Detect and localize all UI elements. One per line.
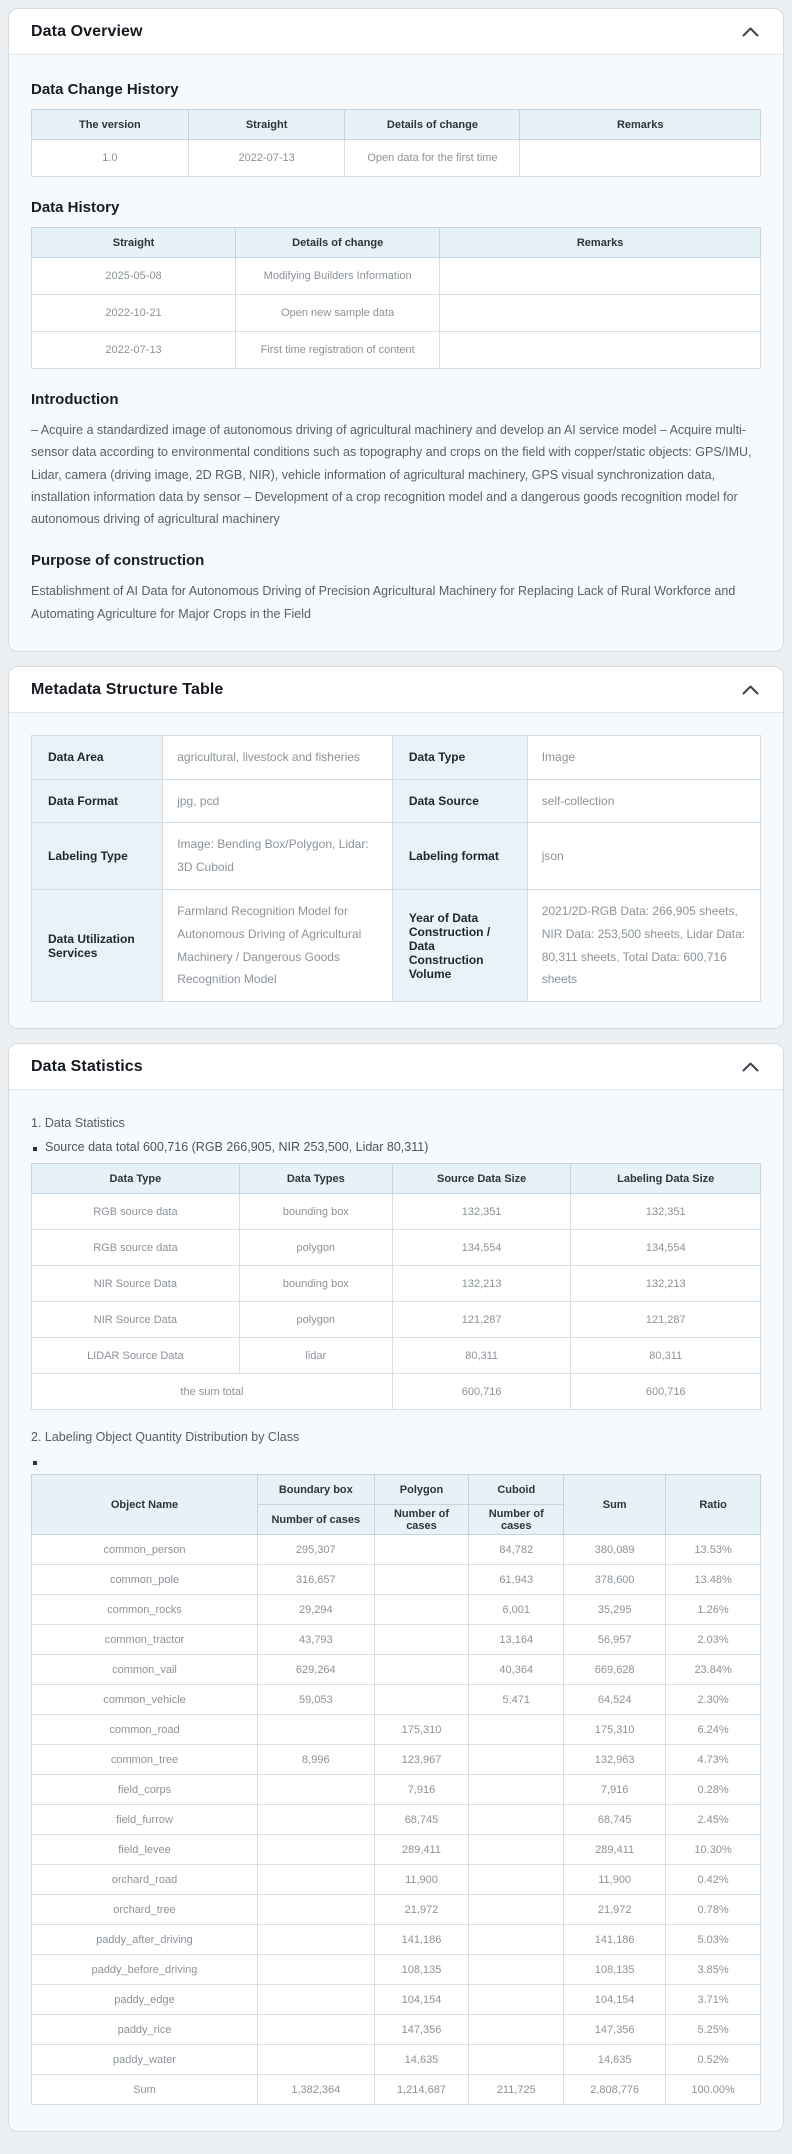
table-cell: 2025-05-08 (32, 258, 236, 295)
table-cell: 68,745 (564, 1805, 666, 1835)
table-cell (440, 295, 761, 332)
table-row (32, 295, 761, 332)
introduction-heading: Introduction (31, 391, 119, 408)
table-cell: 3.85% (666, 1955, 761, 1985)
table-cell: 600,716 (392, 1374, 571, 1410)
table-cell: 61,943 (469, 1565, 564, 1595)
table-cell: 295,307 (257, 1535, 374, 1565)
table-cell (257, 2015, 374, 2045)
table-cell: 134,554 (392, 1230, 571, 1266)
table-cell: 80,311 (571, 1338, 761, 1374)
table-row (32, 1715, 761, 1745)
metadata-structure-body (9, 712, 783, 1028)
metadata-structure-title: Metadata Structure Table (31, 680, 224, 698)
table-cell: 2022-07-13 (188, 140, 345, 177)
table-row (32, 823, 761, 890)
table-cell: 132,213 (392, 1266, 571, 1302)
table-cell: 669,628 (564, 1655, 666, 1685)
column-header: Polygon (374, 1475, 469, 1505)
column-header: Sum (564, 1475, 666, 1535)
table-cell: 175,310 (374, 1715, 469, 1745)
table-row (32, 1266, 761, 1302)
table-cell: 0.52% (666, 2045, 761, 2075)
table-cell: 289,411 (564, 1835, 666, 1865)
table-cell: bounding box (239, 1266, 392, 1302)
table-cell: 6,001 (469, 1595, 564, 1625)
table-row (32, 1302, 761, 1338)
table-cell: 104,154 (564, 1985, 666, 2015)
table-cell: 1,214,687 (374, 2075, 469, 2105)
table-row (32, 1835, 761, 1865)
column-header: Ratio (666, 1475, 761, 1535)
table-cell: 2,808,776 (564, 2075, 666, 2105)
metadata-label: Year of Data Construction / Data Construction Volume (392, 889, 527, 1001)
table-row (32, 735, 761, 779)
column-header: Straight (32, 228, 236, 258)
metadata-structure-card (8, 666, 784, 1029)
table-cell: 0.78% (666, 1895, 761, 1925)
table-cell: 6.24% (666, 1715, 761, 1745)
source-data-total-text: Source data total 600,716 (RGB 266,905, NIR 253,500, Lidar 80,311) (45, 1140, 429, 1155)
data-change-history-table (31, 109, 761, 177)
table-row (32, 1338, 761, 1374)
table-cell (257, 1805, 374, 1835)
table-row (32, 1625, 761, 1655)
table-row (32, 1895, 761, 1925)
table-cell (469, 1955, 564, 1985)
table-cell: 2.45% (666, 1805, 761, 1835)
table-cell: Open new sample data (236, 295, 440, 332)
table-cell: 147,356 (374, 2015, 469, 2045)
chevron-up-icon (740, 25, 761, 39)
table-cell (374, 1655, 469, 1685)
class-distribution-table (31, 1474, 761, 2105)
data-overview-title: Data Overview (31, 23, 143, 40)
table-cell: field_furrow (32, 1805, 258, 1835)
column-header: The version (32, 110, 189, 140)
column-header: Source Data Size (392, 1164, 571, 1194)
data-statistics-body (9, 1089, 783, 2131)
table-cell: polygon (239, 1302, 392, 1338)
chevron-up-icon (740, 1060, 761, 1074)
table-cell: 56,957 (564, 1625, 666, 1655)
table-cell: 123,967 (374, 1745, 469, 1775)
table-cell: 132,351 (392, 1194, 571, 1230)
metadata-table (31, 735, 761, 1002)
table-row (32, 1655, 761, 1685)
table-cell (257, 1895, 374, 1925)
table-cell: 289,411 (374, 1835, 469, 1865)
table-cell: 5.03% (666, 1925, 761, 1955)
table-cell: 1,382,364 (257, 2075, 374, 2105)
table-cell (374, 1625, 469, 1655)
table-cell: orchard_road (32, 1865, 258, 1895)
column-header: Cuboid (469, 1475, 564, 1505)
table-cell: 1.0 (32, 140, 189, 177)
table-cell: 121,287 (571, 1302, 761, 1338)
metadata-value: self-collection (527, 779, 760, 823)
table-cell: 134,554 (571, 1230, 761, 1266)
table-cell: 13.53% (666, 1535, 761, 1565)
metadata-label: Data Utilization Services (32, 889, 163, 1001)
table-cell: First time registration of content (236, 332, 440, 369)
table-cell: 141,186 (374, 1925, 469, 1955)
table-cell: paddy_water (32, 2045, 258, 2075)
table-cell: Sum (32, 2075, 258, 2105)
data-overview-header[interactable] (9, 9, 783, 54)
column-header: Remarks (520, 110, 761, 140)
column-header: Details of change (236, 228, 440, 258)
table-cell: 1.26% (666, 1595, 761, 1625)
table-row (32, 1775, 761, 1805)
table-cell: NIR Source Data (32, 1302, 240, 1338)
column-subheader: Number of cases (257, 1505, 374, 1535)
table-cell: 378,600 (564, 1565, 666, 1595)
metadata-value: Farmland Recognition Model for Autonomous Driving of Agricultural Machinery / Dangerous Goods Recognition Model (163, 889, 393, 1001)
table-row (32, 1565, 761, 1595)
metadata-label: Data Area (32, 735, 163, 779)
table-cell: 64,524 (564, 1685, 666, 1715)
table-cell (257, 1865, 374, 1895)
table-row (32, 258, 761, 295)
data-statistics-title: Data Statistics (31, 1058, 143, 1076)
section2-heading: 2. Labeling Object Quantity Distribution by Class (31, 1430, 300, 1445)
table-row (32, 332, 761, 369)
table-cell: 380,089 (564, 1535, 666, 1565)
table-row (32, 1955, 761, 1985)
table-cell: paddy_rice (32, 2015, 258, 2045)
table-cell: 108,135 (564, 1955, 666, 1985)
table-header-row (32, 110, 761, 140)
table-cell: 108,135 (374, 1955, 469, 1985)
table-cell: common_pole (32, 1565, 258, 1595)
table-cell: LIDAR Source Data (32, 1338, 240, 1374)
table-cell: 68,745 (374, 1805, 469, 1835)
sum-total-row (32, 1374, 761, 1410)
table-cell: paddy_edge (32, 1985, 258, 2015)
table-cell (374, 1595, 469, 1625)
metadata-label: Labeling Type (32, 823, 163, 890)
table-cell (374, 1685, 469, 1715)
source-data-table (31, 1163, 761, 1410)
data-statistics-card (8, 1043, 784, 2132)
chevron-up-icon (740, 683, 761, 697)
table-cell: 21,972 (374, 1895, 469, 1925)
table-cell (469, 1985, 564, 2015)
table-cell: 2.03% (666, 1625, 761, 1655)
table-cell (374, 1565, 469, 1595)
column-subheader: Number of cases (374, 1505, 469, 1535)
metadata-label: Labeling format (392, 823, 527, 890)
table-cell: common_tree (32, 1745, 258, 1775)
table-cell: 40,364 (469, 1655, 564, 1685)
table-row (32, 1535, 761, 1565)
data-history-heading: Data History (31, 199, 120, 216)
metadata-label: Data Format (32, 779, 163, 823)
column-header: Boundary box (257, 1475, 374, 1505)
table-cell: 100.00% (666, 2075, 761, 2105)
table-cell (469, 1805, 564, 1835)
table-cell (469, 1715, 564, 1745)
introduction-text: – Acquire a standardized image of autonomous driving of agricultural machinery and develop an AI service model – Acquire multi-sensor data according to environmental conditions such as topography and crops on the field with copper/static objects: GPS/IMU, Lidar, camera (driving image, 2D RGB, NIR), vehicle information of agricultural machinery, GPS visual synchronization data, installation information data by sensor – Development of a crop recognition model and a dangerous goods recognition model for autonomous driving of agricultural machinery (31, 423, 752, 526)
empty-bullet-line (33, 1454, 761, 1465)
metadata-value: Image: Bending Box/Polygon, Lidar: 3D Cuboid (163, 823, 393, 890)
table-cell (257, 1985, 374, 2015)
table-cell: 175,310 (564, 1715, 666, 1745)
table-cell: 121,287 (392, 1302, 571, 1338)
table-cell: 11,900 (564, 1865, 666, 1895)
table-row (32, 1985, 761, 2015)
bullet-icon (33, 1461, 37, 1465)
table-cell: 14,635 (374, 2045, 469, 2075)
column-header: Data Types (239, 1164, 392, 1194)
table-cell: common_vehicle (32, 1685, 258, 1715)
table-row (32, 2015, 761, 2045)
table-cell: 147,356 (564, 2015, 666, 2045)
table-cell (440, 332, 761, 369)
purpose-text: Establishment of AI Data for Autonomous Driving of Precision Agricultural Machinery for Replacing Lack of Rural Workforce and Automating Agriculture for Major Crops in the Field (31, 584, 736, 621)
table-cell: 80,311 (392, 1338, 571, 1374)
table-cell: 10.30% (666, 1835, 761, 1865)
table-cell: Modifying Builders Information (236, 258, 440, 295)
metadata-value: jpg, pcd (163, 779, 393, 823)
column-header: Labeling Data Size (571, 1164, 761, 1194)
table-cell (257, 2045, 374, 2075)
table-cell: 4.73% (666, 1745, 761, 1775)
table-header-row (32, 1475, 761, 1505)
table-cell: 2022-10-21 (32, 295, 236, 332)
table-cell (257, 1715, 374, 1745)
table-cell: 0.42% (666, 1865, 761, 1895)
table-cell: field_levee (32, 1835, 258, 1865)
table-cell: 8,996 (257, 1745, 374, 1775)
table-cell: polygon (239, 1230, 392, 1266)
data-statistics-header[interactable] (9, 1044, 783, 1089)
table-row (32, 889, 761, 1001)
table-row (32, 1925, 761, 1955)
table-cell (374, 1535, 469, 1565)
table-cell (469, 1775, 564, 1805)
metadata-value: 2021/2D-RGB Data: 266,905 sheets, NIR Data: 253,500 sheets, Lidar Data: 80,311 sheets, Total Data: 600,716 sheets (527, 889, 760, 1001)
table-cell (469, 1865, 564, 1895)
metadata-value: agricultural, livestock and fisheries (163, 735, 393, 779)
table-cell: 11,900 (374, 1865, 469, 1895)
column-header: Details of change (345, 110, 520, 140)
table-row (32, 2045, 761, 2075)
metadata-value: json (527, 823, 760, 890)
table-cell: 316,657 (257, 1565, 374, 1595)
table-row (32, 140, 761, 177)
table-cell (257, 1775, 374, 1805)
column-header: Data Type (32, 1164, 240, 1194)
table-header-row (32, 1164, 761, 1194)
table-cell: 132,963 (564, 1745, 666, 1775)
table-row (32, 2075, 761, 2105)
metadata-value: Image (527, 735, 760, 779)
table-cell: 21,972 (564, 1895, 666, 1925)
table-cell (257, 1955, 374, 1985)
column-header: Remarks (440, 228, 761, 258)
table-cell: 59,053 (257, 1685, 374, 1715)
table-cell: 13.48% (666, 1565, 761, 1595)
table-row (32, 1230, 761, 1266)
table-cell: 5,471 (469, 1685, 564, 1715)
column-header: Straight (188, 110, 345, 140)
table-cell (440, 258, 761, 295)
purpose-heading: Purpose of construction (31, 552, 205, 570)
table-header-row (32, 228, 761, 258)
table-cell: common_person (32, 1535, 258, 1565)
source-data-total-line (33, 1140, 761, 1154)
table-cell (469, 2045, 564, 2075)
table-cell: bounding box (239, 1194, 392, 1230)
metadata-structure-header[interactable] (9, 667, 783, 712)
table-cell: common_vail (32, 1655, 258, 1685)
table-cell (469, 1925, 564, 1955)
table-row (32, 1865, 761, 1895)
column-header: Object Name (32, 1475, 258, 1535)
table-cell: 43,793 (257, 1625, 374, 1655)
table-row (32, 1745, 761, 1775)
table-cell: common_tractor (32, 1625, 258, 1655)
column-subheader: Number of cases (469, 1505, 564, 1535)
table-cell: 23.84% (666, 1655, 761, 1685)
change-history-heading: Data Change History (31, 81, 179, 98)
table-cell: common_rocks (32, 1595, 258, 1625)
table-cell (469, 1895, 564, 1925)
table-cell: RGB source data (32, 1194, 240, 1230)
table-cell: paddy_after_driving (32, 1925, 258, 1955)
bullet-icon (33, 1147, 37, 1151)
table-cell (469, 1835, 564, 1865)
table-cell: 7,916 (564, 1775, 666, 1805)
data-overview-body (9, 54, 783, 651)
table-cell: 35,295 (564, 1595, 666, 1625)
table-cell: RGB source data (32, 1230, 240, 1266)
table-cell: 0.28% (666, 1775, 761, 1805)
table-cell: 132,351 (571, 1194, 761, 1230)
data-overview-card (8, 8, 784, 652)
table-cell: 7,916 (374, 1775, 469, 1805)
table-cell (520, 140, 761, 177)
table-cell: NIR Source Data (32, 1266, 240, 1302)
table-row (32, 1685, 761, 1715)
metadata-label: Data Source (392, 779, 527, 823)
table-cell (257, 1925, 374, 1955)
table-cell: 2022-07-13 (32, 332, 236, 369)
table-cell: field_corps (32, 1775, 258, 1805)
table-cell: 2.30% (666, 1685, 761, 1715)
table-cell (257, 1835, 374, 1865)
table-cell: 84,782 (469, 1535, 564, 1565)
table-cell: orchard_tree (32, 1895, 258, 1925)
metadata-label: Data Type (392, 735, 527, 779)
table-cell: 29,294 (257, 1595, 374, 1625)
table-cell: 629,264 (257, 1655, 374, 1685)
table-row (32, 1595, 761, 1625)
table-cell: 14,635 (564, 2045, 666, 2075)
table-cell: 141,186 (564, 1925, 666, 1955)
table-row (32, 1805, 761, 1835)
table-row (32, 779, 761, 823)
table-row (32, 1194, 761, 1230)
table-cell: 132,213 (571, 1266, 761, 1302)
table-cell: 5.25% (666, 2015, 761, 2045)
section1-heading: 1. Data Statistics (31, 1116, 125, 1131)
table-cell: 600,716 (571, 1374, 761, 1410)
table-cell (469, 2015, 564, 2045)
table-cell: the sum total (32, 1374, 393, 1410)
table-cell: 13,164 (469, 1625, 564, 1655)
table-cell: Open data for the first time (345, 140, 520, 177)
table-cell (469, 1745, 564, 1775)
table-cell: 3.71% (666, 1985, 761, 2015)
table-cell: 211,725 (469, 2075, 564, 2105)
table-cell: 104,154 (374, 1985, 469, 2015)
table-cell: common_road (32, 1715, 258, 1745)
table-cell: paddy_before_driving (32, 1955, 258, 1985)
data-history-table (31, 227, 761, 369)
table-cell: lidar (239, 1338, 392, 1374)
